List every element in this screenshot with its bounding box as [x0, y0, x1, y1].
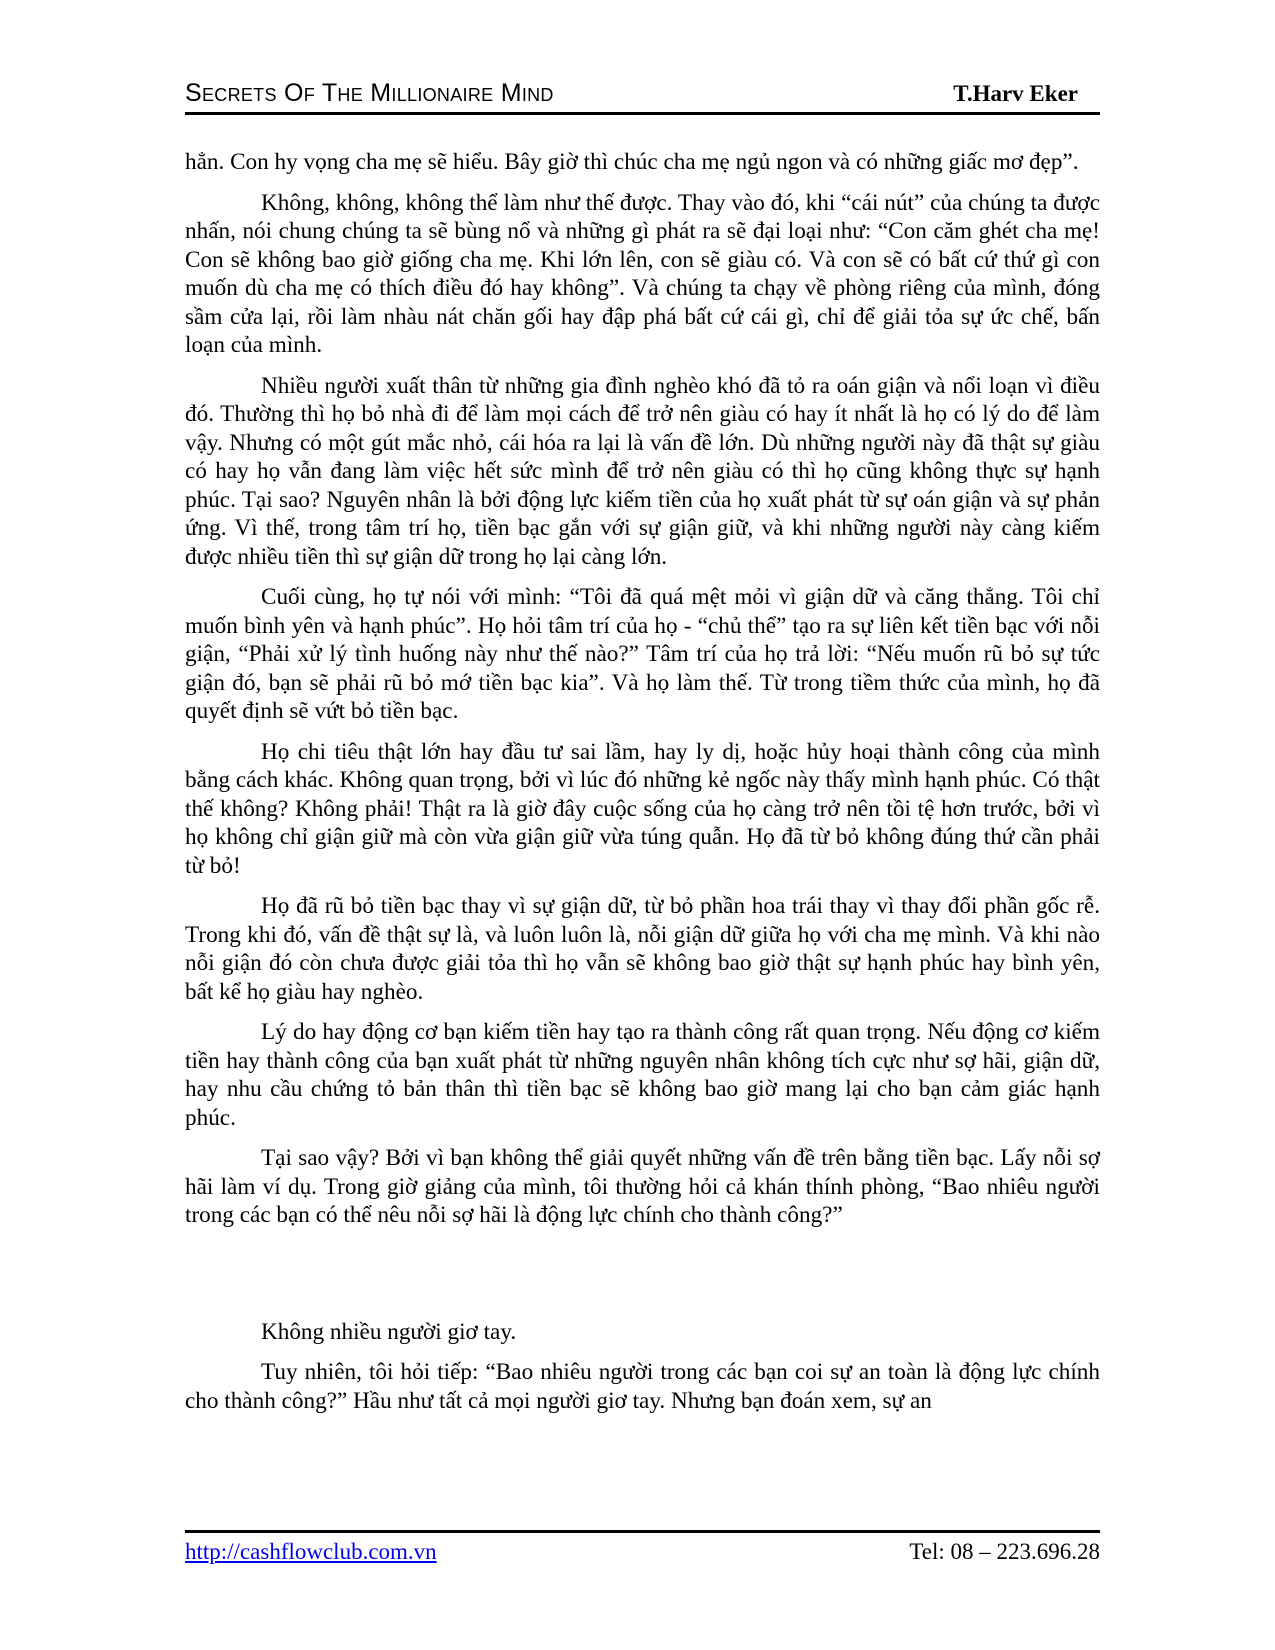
page-header — [185, 74, 1100, 115]
paragraph: Tại sao vậy? Bởi vì bạn không thể giải quyết những vấn đề trên bằng tiền bạc. Lấy nỗi sợ hãi làm ví dụ. Trong giờ giảng của mình, tôi thường hỏi cả khán thính phòng, “Bao nhiêu người trong các bạn có thể nêu nỗi sợ hãi là động lực chính cho thành công?” — [185, 1145, 1100, 1228]
paragraph: Không nhiều người giơ tay. — [261, 1318, 517, 1345]
paragraph: Lý do hay động cơ bạn kiếm tiền hay tạo ra thành công rất quan trọng. Nếu động cơ kiếm tiền hay thành công của bạn xuất phát từ những nguyên nhân không tích cực như sợ hãi, giận dữ, hay nhu cầu chứng tỏ bản thân thì tiền bạc sẽ không bao giờ mang lại cho bạn cảm giác hạnh phúc. — [185, 1019, 1100, 1131]
phone-number: Tel: 08 – 223.696.28 — [909, 1539, 1100, 1564]
paragraph: hẳn. Con hy vọng cha mẹ sẽ hiểu. Bây giờ thì chúc cha mẹ ngủ ngon và có những giấc mơ đẹp”. — [185, 149, 1079, 175]
page-footer — [185, 1530, 1100, 1573]
book-title: Secrets Of The Millionaire Mind — [185, 79, 554, 107]
author-name: T.Harv Eker — [953, 81, 1078, 106]
paragraph: Họ chi tiêu thật lớn hay đầu tư sai lầm, hay ly dị, hoặc hủy hoại thành công của mình bằng cách khác. Không quan trọng, bởi vì lúc đó những kẻ ngốc này thấy mình hạnh phúc. Có thật thế không? Không phải! Thật ra là giờ đây cuộc sống của họ càng trở nên tồi tệ hơn trước, bởi vì họ không chỉ giận giữ mà còn vừa giận giữ vừa túng quẫn. Họ đã từ bỏ không đúng thứ cần phải từ bỏ! — [185, 738, 1100, 879]
paragraph: Họ đã rũ bỏ tiền bạc thay vì sự giận dữ, từ bỏ phần hoa trái thay vì thay đổi phần gốc rễ. Trong khi đó, vấn đề thật sự là, và luôn luôn là, nỗi giận dữ giữa họ với cha mẹ mình. Và khi nào nỗi giận đó còn chưa được giải tỏa thì họ vẫn sẽ không bao giờ thật sự hạnh phúc hay bình yên, bất kể họ giàu hay nghèo. — [185, 893, 1100, 1005]
body-text — [185, 148, 1100, 1427]
paragraph: Không, không, không thể làm như thế được. Thay vào đó, khi “cái nút” của chúng ta được nhấn, nói chung chúng ta sẽ bùng nổ và những gì phát ra sẽ đại loại như: “Con căm ghét cha mẹ! Con sẽ không bao giờ giống cha mẹ. Khi lớn lên, con sẽ giàu có. Và con sẽ có bất cứ thứ gì con muốn dù cha mẹ có thích điều đó hay không”. Và chúng ta chạy về phòng riêng của mình, đóng sầm cửa lại, rồi làm nhàu nát chăn gối hay đập phá bất cứ cái gì, chỉ để giải tỏa sự ức chế, bấn loạn của mình. — [185, 189, 1100, 358]
paragraph: Cuối cùng, họ tự nói với mình: “Tôi đã quá mệt mỏi vì giận dữ và căng thẳng. Tôi chỉ muốn bình yên và hạnh phúc”. Họ hỏi tâm trí của họ - “chủ thể” tạo ra sự liên kết tiền bạc với nỗi giận, “Phải xử lý tình huống này như thế nào?” Tâm trí của họ trả lời: “Nếu muốn rũ bỏ sự tức giận đó, bạn sẽ phải rũ bỏ mớ tiền bạc kia”. Và họ làm thế. Từ trong tiềm thức của mình, họ đã quyết định sẽ vứt bỏ tiền bạc. — [185, 584, 1100, 724]
website-link[interactable]: http://cashflowclub.com.vn — [185, 1539, 437, 1564]
paragraph: Nhiều người xuất thân từ những gia đình nghèo khó đã tỏ ra oán giận và nổi loạn vì điều đó. Thường thì họ bỏ nhà đi để làm mọi cách để trở nên giàu có hay ít nhất là họ có lý do để làm vậy. Nhưng có một gút mắc nhỏ, cái hóa ra lại là vấn đề lớn. Dù những người này đã thật sự giàu có hay họ vẫn đang làm việc hết sức mình để trở nên giàu có thì họ cũng không thực sự hạnh phúc. Tại sao? Nguyên nhân là bởi động lực kiếm tiền của họ xuất phát từ sự oán giận và sự phản ứng. Vì thế, trong tâm trí họ, tiền bạc gắn với sự giận giữ, và khi những người này càng kiếm được nhiều tiền thì sự giận dữ trong họ lại càng lớn. — [185, 372, 1100, 570]
paragraph: Tuy nhiên, tôi hỏi tiếp: “Bao nhiêu người trong các bạn coi sự an toàn là động lực chính cho thành công?” Hầu như tất cả mọi người giơ tay. Nhưng bạn đoán xem, sự an — [185, 1359, 1100, 1414]
